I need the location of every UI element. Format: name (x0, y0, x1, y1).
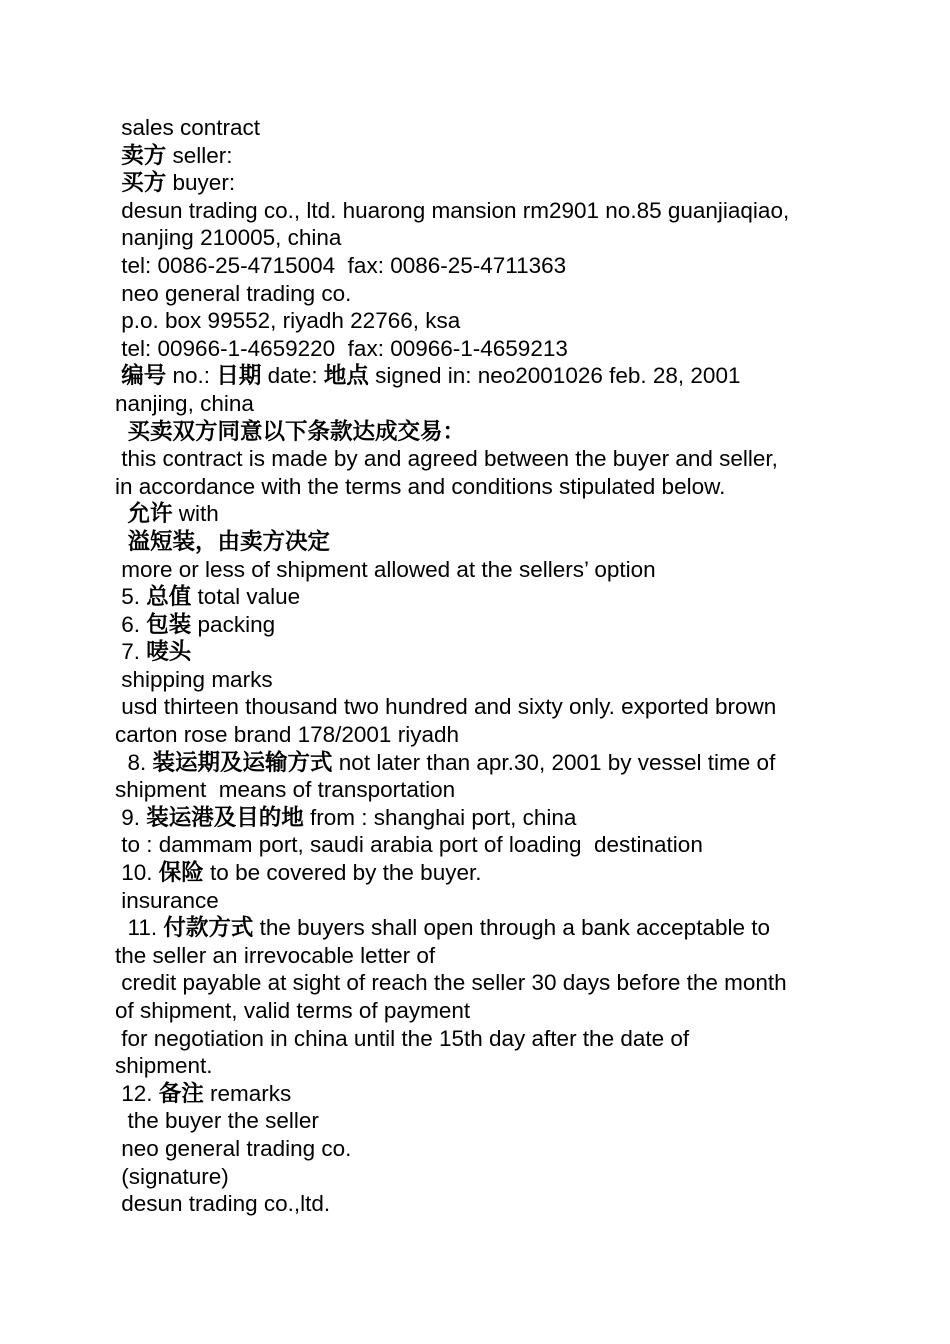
document-line (115, 473, 845, 501)
text-run: sales contract (115, 115, 261, 140)
document-line (115, 776, 845, 804)
text-run: from : shanghai port, china (303, 804, 577, 830)
text-run: 7. (115, 639, 147, 665)
document-line (115, 859, 845, 887)
text-run: nanjing, china (115, 390, 254, 416)
chinese-label: 总值 (146, 584, 192, 610)
document-line (115, 831, 845, 859)
text-run (115, 419, 128, 444)
text-run: 11. (115, 915, 164, 941)
text-run: tel: 0086-25-4715004 fax: 0086-25-4711363 (115, 252, 567, 278)
chinese-label: 日期 (216, 363, 262, 389)
text-run: insurance (115, 887, 219, 913)
document-line (115, 804, 845, 832)
text-run: the buyers shall open through a bank acceptable to (253, 915, 771, 941)
chinese-label: 装运港及目的地 (146, 804, 304, 830)
text-run: neo general trading co. (115, 1135, 352, 1161)
text-run: desun trading co., ltd. huarong mansion rm2901 no.85 guanjiaqiao, (115, 197, 790, 223)
text-run: the seller an irrevocable letter of (115, 942, 436, 968)
text-run: packing (191, 611, 276, 637)
document-line (115, 611, 845, 639)
text-run: total value (191, 584, 301, 610)
chinese-label: 编号 (121, 363, 167, 389)
text-run: desun trading co.,ltd. (115, 1191, 331, 1217)
text-run: with (172, 501, 219, 527)
chinese-label: 包装 (146, 611, 192, 637)
document-line (115, 197, 845, 225)
chinese-label: 备注 (158, 1080, 204, 1106)
text-run: 9. (115, 804, 147, 830)
text-run: nanjing 210005, china (115, 225, 342, 251)
chinese-label: 地点 (323, 363, 369, 389)
document-line (115, 914, 845, 942)
text-run: no.: (166, 363, 217, 389)
document-line (115, 252, 845, 280)
text-run: tel: 00966-1-4659220 fax: 00966-1-4659213 (115, 335, 568, 361)
document-line (115, 418, 845, 446)
text-run (115, 501, 128, 526)
chinese-label: 装运期及运输方式 (152, 749, 333, 775)
document-line (115, 224, 845, 252)
text-run: usd thirteen thousand two hundred and sixty only. exported brown (115, 694, 777, 720)
text-run: in accordance with the terms and conditions stipulated below. (115, 473, 726, 499)
text-run: seller: (166, 142, 233, 168)
document-line (115, 1080, 845, 1108)
text-run: (signature) (115, 1163, 229, 1189)
text-run: to be covered by the buyer. (203, 860, 482, 886)
chinese-label: 保险 (158, 860, 204, 886)
text-run: not later than apr.30, 2001 by vessel time of (332, 749, 776, 775)
text-run: carton rose brand 178/2001 riyadh (115, 722, 459, 748)
text-run: 12. (115, 1080, 159, 1106)
document-line (115, 500, 845, 528)
text-run: neo general trading co. (115, 280, 352, 306)
chinese-label: 唛头 (146, 639, 192, 665)
document-line (115, 997, 845, 1025)
document-line (115, 583, 845, 611)
text-run: for negotiation in china until the 15th day after the date of (115, 1025, 690, 1051)
chinese-label: 买方 (121, 170, 167, 196)
document-line (115, 638, 845, 666)
document-line (115, 169, 845, 197)
document-line (115, 1135, 845, 1163)
text-run: 10. (115, 860, 159, 886)
text-run: 8. (115, 749, 153, 775)
chinese-label: 溢短装，由卖方决定 (127, 528, 331, 554)
document-line (115, 335, 845, 363)
document-line (115, 556, 845, 584)
document-line (115, 1107, 845, 1135)
text-run: to : dammam port, saudi arabia port of loading destination (115, 832, 703, 858)
text-run: shipment. (115, 1053, 213, 1079)
document-line (115, 1025, 845, 1053)
document-line (115, 142, 845, 170)
document-line (115, 1052, 845, 1080)
document-line (115, 390, 845, 418)
document-line (115, 307, 845, 335)
text-run: remarks (203, 1080, 292, 1106)
text-run: the buyer the seller (115, 1108, 319, 1134)
chinese-label: 买卖双方同意以下条款达成交易： (127, 418, 466, 444)
text-run: 5. (115, 584, 147, 610)
document-line (115, 942, 845, 970)
text-run: buyer: (166, 170, 236, 196)
chinese-label: 付款方式 (163, 915, 254, 941)
document-line (115, 749, 845, 777)
document-line (115, 1163, 845, 1191)
document-line (115, 362, 845, 390)
document-line (115, 445, 845, 473)
document-line (115, 280, 845, 308)
text-run: shipment means of transportation (115, 777, 456, 803)
text-run (115, 529, 128, 554)
text-run: p.o. box 99552, riyadh 22766, ksa (115, 308, 461, 334)
text-run: signed in: neo2001026 feb. 28, 2001 (368, 363, 741, 389)
text-run: of shipment, valid terms of payment (115, 998, 471, 1023)
contract-document (115, 114, 845, 1218)
text-run: date: (261, 363, 324, 389)
text-run: credit payable at sight of reach the seller 30 days before the month (115, 970, 787, 996)
document-line (115, 528, 845, 556)
document-line (115, 114, 845, 142)
text-run: more or less of shipment allowed at the sellers’ option (115, 556, 656, 582)
text-run: 6. (115, 611, 147, 637)
document-line (115, 693, 845, 721)
text-run: this contract is made by and agreed between the buyer and seller, (115, 446, 778, 472)
document-line (115, 1190, 845, 1218)
chinese-label: 卖方 (121, 142, 167, 168)
document-line (115, 887, 845, 915)
text-run: shipping marks (115, 666, 273, 692)
document-line (115, 666, 845, 694)
chinese-label: 允许 (127, 501, 173, 527)
document-line (115, 969, 845, 997)
document-line (115, 721, 845, 749)
